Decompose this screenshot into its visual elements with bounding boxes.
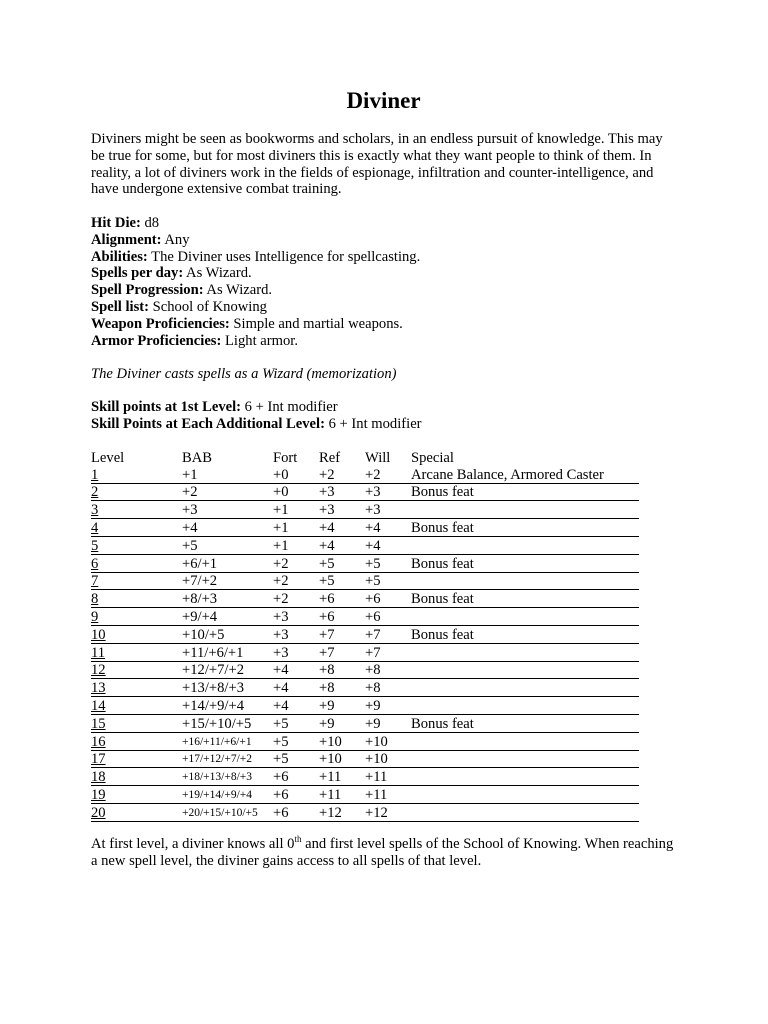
- cell-will: +3: [365, 501, 411, 519]
- cell-bab: +17/+12/+7/+2: [182, 750, 273, 768]
- cell-level: 6: [91, 554, 182, 572]
- cell-fort: +4: [273, 661, 319, 679]
- table-row: [91, 554, 639, 572]
- cell-special: Bonus feat: [411, 554, 639, 572]
- cell-ref: +4: [319, 536, 365, 554]
- table-row: [91, 466, 639, 483]
- cell-ref: +9: [319, 714, 365, 732]
- cell-special: [411, 786, 639, 804]
- cell-level: 19: [91, 786, 182, 804]
- attribute-label: Spells per day:: [91, 265, 184, 282]
- attribute-value: As Wizard.: [203, 282, 273, 299]
- cell-level: 10: [91, 625, 182, 643]
- attribute-line: [91, 249, 676, 266]
- cell-fort: +1: [273, 501, 319, 519]
- table-row: [91, 697, 639, 715]
- cell-bab: +19/+14/+9/+4: [182, 786, 273, 804]
- cell-will: +9: [365, 714, 411, 732]
- cell-ref: +10: [319, 750, 365, 768]
- cell-will: +5: [365, 554, 411, 572]
- attribute-value: d8: [140, 215, 160, 231]
- table-row: [91, 501, 639, 519]
- cell-ref: +3: [319, 483, 365, 501]
- cell-bab: +16/+11/+6/+1: [182, 732, 273, 750]
- cell-fort: +4: [273, 679, 319, 697]
- attribute-line: [91, 215, 676, 232]
- cell-will: +3: [365, 483, 411, 501]
- header-bab: BAB: [182, 449, 213, 466]
- cell-special: Bonus feat: [411, 625, 639, 643]
- cell-will: +10: [365, 732, 411, 750]
- cell-will: +2: [365, 466, 411, 483]
- cell-will: +10: [365, 750, 411, 768]
- cell-level: 16: [91, 732, 182, 750]
- cell-level: 9: [91, 608, 182, 626]
- table-row: [91, 625, 639, 643]
- skill-label: Skill Points at Each Additional Level:: [91, 415, 325, 432]
- intro-paragraph: Diviners might be seen as bookworms and scholars, in an endless pursuit of knowledge. This may be true for some, but for most diviners this is exactly what they want people to think of them. In reality, a lot of diviners work in the fields of espionage, infiltration and counter-intelligence, and have undergone extensive combat training.: [91, 131, 663, 198]
- header-special: Special: [411, 449, 454, 466]
- cell-ref: +12: [319, 803, 365, 821]
- cell-fort: +2: [273, 590, 319, 608]
- attribute-label: Weapon Proficiencies:: [91, 315, 230, 332]
- cell-ref: +5: [319, 572, 365, 590]
- attribute-label: Hit Die:: [91, 215, 141, 231]
- cell-level: 4: [91, 519, 182, 537]
- cell-special: [411, 501, 639, 519]
- table-row: [91, 661, 639, 679]
- cell-fort: +6: [273, 786, 319, 804]
- attribute-label: Abilities:: [91, 248, 148, 265]
- cell-ref: +10: [319, 732, 365, 750]
- attribute-value: The Diviner uses Intelligence for spellcasting.: [147, 248, 421, 265]
- cell-fort: +5: [273, 750, 319, 768]
- cell-bab: +3: [182, 501, 273, 519]
- closing-paragraph: [91, 836, 676, 870]
- casting-note: The Diviner casts spells as a Wizard (memorization): [91, 366, 397, 382]
- cell-bab: +5: [182, 536, 273, 554]
- cell-fort: +0: [273, 466, 319, 483]
- cell-bab: +2: [182, 483, 273, 501]
- cell-fort: +5: [273, 732, 319, 750]
- cell-special: [411, 679, 639, 697]
- cell-level: 8: [91, 590, 182, 608]
- level-progression-table: [91, 449, 639, 822]
- cell-level: 13: [91, 679, 182, 697]
- closing-text-start: At first level, a diviner knows all 0: [91, 836, 295, 852]
- cell-level: 7: [91, 572, 182, 590]
- cell-ref: +3: [319, 501, 365, 519]
- cell-will: +7: [365, 625, 411, 643]
- cell-ref: +8: [319, 679, 365, 697]
- cell-fort: +1: [273, 536, 319, 554]
- cell-special: Bonus feat: [411, 714, 639, 732]
- cell-level: 15: [91, 714, 182, 732]
- cell-bab: +11/+6/+1: [182, 643, 273, 661]
- cell-will: +11: [365, 768, 411, 786]
- table-row: [91, 750, 639, 768]
- cell-fort: +3: [273, 608, 319, 626]
- cell-special: [411, 572, 639, 590]
- cell-special: [411, 768, 639, 786]
- table-row: [91, 786, 639, 804]
- table-row: [91, 679, 639, 697]
- class-attributes: [91, 215, 676, 349]
- cell-ref: +5: [319, 554, 365, 572]
- cell-level: 20: [91, 803, 182, 821]
- table-row: [91, 608, 639, 626]
- cell-level: 11: [91, 643, 182, 661]
- cell-ref: +4: [319, 519, 365, 537]
- cell-fort: +3: [273, 643, 319, 661]
- attribute-line: [91, 299, 676, 316]
- cell-level: 2: [91, 483, 182, 501]
- cell-bab: +9/+4: [182, 608, 273, 626]
- cell-bab: +8/+3: [182, 590, 273, 608]
- cell-will: +4: [365, 536, 411, 554]
- cell-level: 1: [91, 466, 182, 483]
- cell-special: [411, 661, 639, 679]
- header-level: Level: [91, 449, 125, 466]
- skill-line: [91, 416, 422, 433]
- ordinal-suffix: th: [294, 834, 302, 845]
- attribute-value: School of Knowing: [148, 298, 267, 315]
- attribute-value: Any: [161, 231, 190, 248]
- cell-special: Bonus feat: [411, 590, 639, 608]
- cell-will: +8: [365, 661, 411, 679]
- cell-bab: +12/+7/+2: [182, 661, 273, 679]
- table-row: [91, 483, 639, 501]
- cell-special: [411, 643, 639, 661]
- attribute-value: Simple and martial weapons.: [229, 315, 403, 332]
- attribute-label: Spell list:: [91, 298, 149, 315]
- cell-bab: +20/+15/+10/+5: [182, 803, 273, 821]
- cell-bab: +15/+10/+5: [182, 714, 273, 732]
- cell-will: +8: [365, 679, 411, 697]
- cell-will: +4: [365, 519, 411, 537]
- cell-bab: +18/+13/+8/+3: [182, 768, 273, 786]
- cell-bab: +7/+2: [182, 572, 273, 590]
- cell-will: +5: [365, 572, 411, 590]
- cell-bab: +1: [182, 466, 273, 483]
- cell-fort: +3: [273, 625, 319, 643]
- cell-level: 12: [91, 661, 182, 679]
- skill-value: 6 + Int modifier: [324, 415, 422, 432]
- cell-ref: +11: [319, 768, 365, 786]
- cell-level: 18: [91, 768, 182, 786]
- attribute-line: [91, 316, 676, 333]
- attribute-label: Spell Progression:: [91, 282, 204, 299]
- attribute-line: [91, 265, 676, 282]
- attribute-line: [91, 333, 676, 350]
- cell-bab: +14/+9/+4: [182, 697, 273, 715]
- cell-will: +6: [365, 608, 411, 626]
- cell-fort: +6: [273, 803, 319, 821]
- skill-line: [91, 399, 422, 416]
- cell-ref: +11: [319, 786, 365, 804]
- header-fort: Fort: [273, 449, 298, 466]
- attribute-label: Armor Proficiencies:: [91, 332, 222, 349]
- cell-level: 17: [91, 750, 182, 768]
- cell-will: +12: [365, 803, 411, 821]
- skill-points: [91, 399, 422, 433]
- cell-ref: +7: [319, 643, 365, 661]
- cell-fort: +5: [273, 714, 319, 732]
- cell-special: [411, 732, 639, 750]
- cell-will: +9: [365, 697, 411, 715]
- attribute-value: As Wizard.: [183, 265, 252, 282]
- cell-level: 3: [91, 501, 182, 519]
- attribute-line: [91, 282, 676, 299]
- page-title: Diviner: [346, 88, 421, 113]
- cell-special: Bonus feat: [411, 519, 639, 537]
- cell-ref: +7: [319, 625, 365, 643]
- attribute-label: Alignment:: [91, 231, 162, 248]
- cell-special: [411, 536, 639, 554]
- table-row: [91, 768, 639, 786]
- cell-special: Bonus feat: [411, 483, 639, 501]
- cell-will: +11: [365, 786, 411, 804]
- cell-fort: +2: [273, 554, 319, 572]
- table-row: [91, 536, 639, 554]
- cell-bab: +13/+8/+3: [182, 679, 273, 697]
- table-row: [91, 643, 639, 661]
- cell-fort: +6: [273, 768, 319, 786]
- closing-text-end: and first level spells of the School of Knowing. When reaching a new spell level, the diviner gains access to all spells of that level.: [91, 836, 674, 869]
- header-ref: Ref: [319, 449, 341, 466]
- cell-special: Arcane Balance, Armored Caster: [411, 466, 639, 483]
- cell-ref: +6: [319, 608, 365, 626]
- attribute-value: Light armor.: [221, 332, 298, 349]
- cell-special: [411, 750, 639, 768]
- table-row: [91, 732, 639, 750]
- cell-fort: +2: [273, 572, 319, 590]
- cell-fort: +0: [273, 483, 319, 501]
- table-row: [91, 590, 639, 608]
- cell-special: [411, 608, 639, 626]
- cell-bab: +6/+1: [182, 554, 273, 572]
- cell-bab: +4: [182, 519, 273, 537]
- cell-bab: +10/+5: [182, 625, 273, 643]
- table-row: [91, 803, 639, 821]
- cell-special: [411, 803, 639, 821]
- cell-special: [411, 697, 639, 715]
- cell-ref: +2: [319, 466, 365, 483]
- attribute-line: [91, 232, 676, 249]
- table-row: [91, 714, 639, 732]
- table-header-row: [91, 449, 639, 466]
- cell-level: 14: [91, 697, 182, 715]
- header-will: Will: [365, 449, 391, 466]
- cell-ref: +9: [319, 697, 365, 715]
- skill-value: 6 + Int modifier: [241, 399, 338, 415]
- table-row: [91, 519, 639, 537]
- cell-ref: +6: [319, 590, 365, 608]
- cell-level: 5: [91, 536, 182, 554]
- cell-will: +6: [365, 590, 411, 608]
- table-row: [91, 572, 639, 590]
- skill-label: Skill points at 1st Level:: [91, 399, 242, 415]
- cell-will: +7: [365, 643, 411, 661]
- cell-fort: +1: [273, 519, 319, 537]
- cell-ref: +8: [319, 661, 365, 679]
- cell-fort: +4: [273, 697, 319, 715]
